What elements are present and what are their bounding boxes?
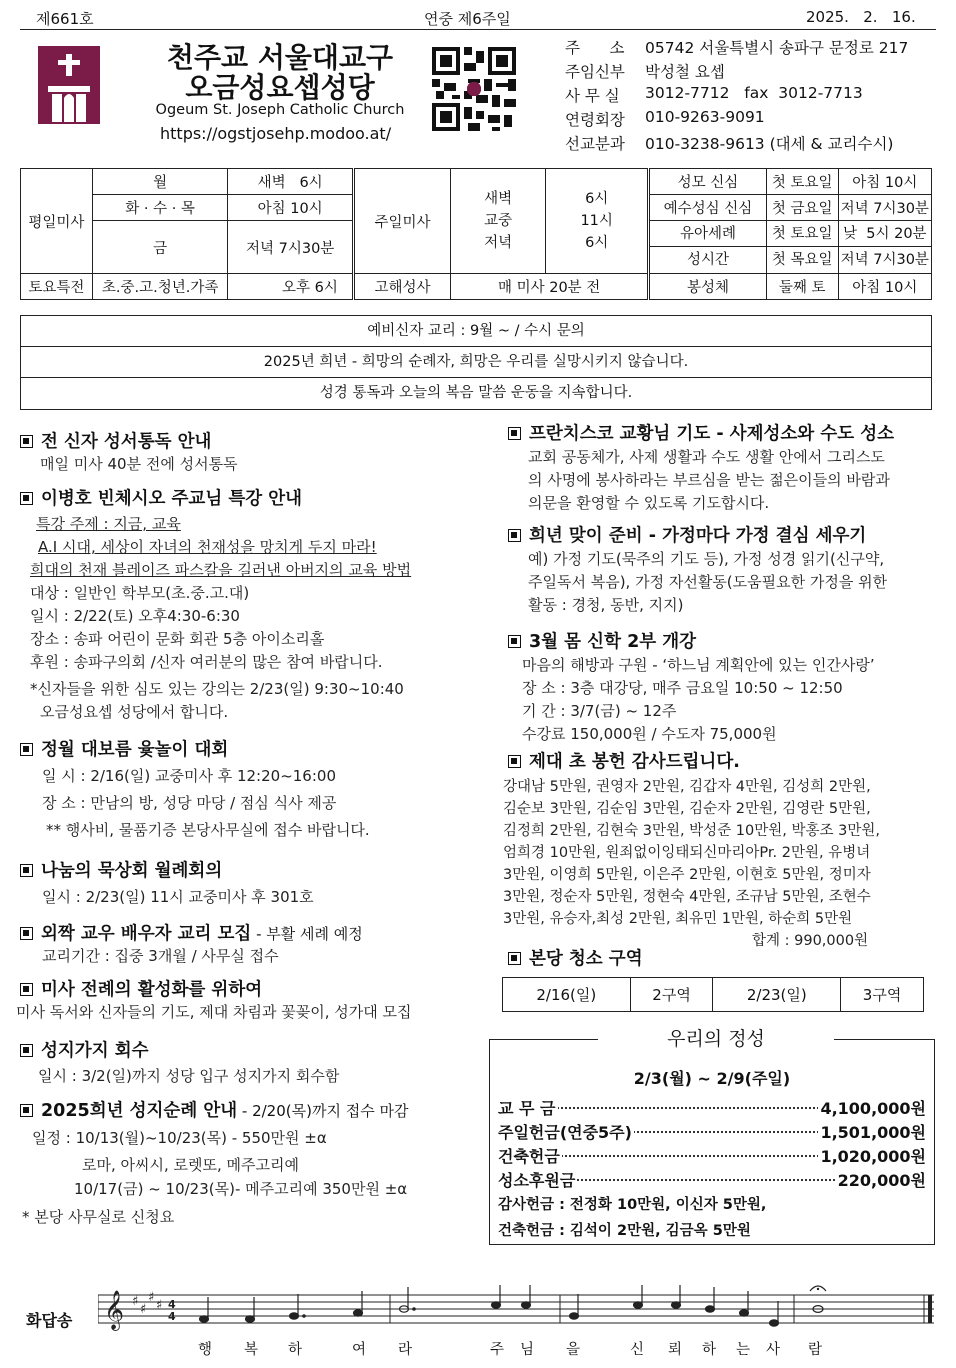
section-text: 미사 독서와 신자들의 기도, 제대 차림과 꽃꽂이, 성가대 모집 bbox=[16, 1003, 412, 1021]
special-time: 아침 10시 bbox=[838, 169, 931, 195]
special-name: 예수성심 신심 bbox=[649, 195, 767, 221]
section-text: 특강 주제 : 지금, 교육 bbox=[36, 515, 181, 533]
donor-line: 3만원, 이영희 5만원, 이은주 2만원, 이현호 5만원, 정미자 bbox=[503, 867, 871, 883]
section-text: 마음의 해방과 구원 - ‘하느님 계획안에 있는 인간사랑’ bbox=[522, 656, 875, 674]
special-group-day: 첫 토요일 첫 목요일 bbox=[766, 221, 838, 274]
top-line bbox=[0, 0, 956, 34]
offering-week: 2/3(월) ~ 2/9(주일) bbox=[633, 1069, 791, 1088]
section-heading: 외짝 교우 배우자 교리 모집 - 부활 세례 예정 bbox=[20, 920, 363, 945]
donor-total: 합계 : 990,000원 bbox=[752, 933, 869, 949]
section-heading: 2025희년 성지순례 안내 - 2/20(목)까지 접수 마감 bbox=[20, 1097, 408, 1122]
checkbox-square-icon bbox=[508, 529, 521, 542]
section-heading: 3월 몸 신학 2부 개강 bbox=[508, 628, 696, 653]
checkbox-square-icon bbox=[508, 755, 521, 768]
donor-line: 3만원, 유승자,최성 2만원, 최유민 1만원, 하순희 5만원 bbox=[503, 911, 853, 927]
fri-label: 금 bbox=[92, 221, 228, 274]
church-title-line2: 오금성요셉성당 bbox=[185, 71, 375, 104]
section-heading: 전 신자 성서통독 안내 bbox=[20, 428, 211, 453]
sunday-mass-times: 6시 11시 6시 bbox=[546, 169, 649, 274]
mon-time: 새벽 6시 bbox=[228, 169, 353, 195]
mass-schedule-table bbox=[20, 168, 932, 300]
donor-line: 강대남 5만원, 권영자 2만원, 김갑자 4만원, 김성희 2만원, bbox=[503, 779, 871, 795]
section-text: 예) 가정 기도(묵주의 기도 등), 가정 성경 읽기(신구약, bbox=[528, 550, 885, 568]
cleaning-date: 2/23(일) bbox=[713, 978, 841, 1012]
section-text: 기 간 : 3/7(금) ~ 12주 bbox=[522, 702, 677, 720]
lyric-syllable: 하 bbox=[702, 1342, 717, 1358]
section-heading: 이병호 빈체시오 주교님 특강 안내 bbox=[20, 485, 302, 510]
section-text: 의문을 환영할 수 있도록 기도합시다. bbox=[528, 494, 770, 512]
checkbox-square-icon bbox=[508, 427, 521, 440]
lyric-syllable: 복 bbox=[244, 1342, 259, 1358]
special-group: 유아세례 성시간 bbox=[649, 221, 767, 274]
checkbox-square-icon bbox=[20, 927, 33, 940]
anointing-time: 아침 10시 bbox=[838, 274, 931, 300]
confession-time: 매 미사 20분 전 bbox=[451, 274, 649, 300]
lyric-syllable: 여 bbox=[352, 1342, 367, 1358]
section-text: 대상 : 일반인 학부모(초.중.고.대) bbox=[30, 584, 250, 602]
section-heading: 정월 대보름 윷놀이 대회 bbox=[20, 736, 228, 761]
tue-thu-label: 화 · 수 · 목 bbox=[92, 195, 228, 221]
lyric-syllable: 는 bbox=[736, 1342, 751, 1358]
notice-line: 2025년 희년 - 희망의 순례자, 희망은 우리를 실망시키지 않습니다. bbox=[21, 347, 931, 378]
section-heading: 나눔의 묵상회 월례회의 bbox=[20, 857, 222, 882]
checkbox-square-icon bbox=[508, 952, 521, 965]
lyric-syllable: 뢰 bbox=[668, 1342, 683, 1358]
offering-title: 우리의 정성 bbox=[598, 1024, 834, 1051]
donor-line: 3만원, 정순자 5만원, 정현숙 4만원, 조규남 5만원, 조현수 bbox=[503, 889, 871, 905]
checkbox-square-icon bbox=[20, 864, 33, 877]
church-logo-icon bbox=[38, 46, 100, 128]
mon-label: 월 bbox=[92, 169, 228, 195]
section-text: 희대의 천재 블레이즈 파스칼을 길러낸 아버지의 교육 방법 bbox=[30, 561, 412, 579]
section-heading: 희년 맞이 준비 - 가정마다 가정 결심 세우기 bbox=[508, 522, 866, 547]
section-text: 주일독서 복음), 가정 자선활동(도움필요한 가정을 위한 bbox=[528, 573, 888, 591]
notice-line: 성경 통독과 오늘의 복음 말씀 운동을 지속합니다. bbox=[319, 385, 633, 401]
liturgical-week: 연중 제6주일 bbox=[424, 10, 511, 28]
section-heading: 성지가지 회수 bbox=[20, 1037, 149, 1062]
issue-number: 제661호 bbox=[36, 10, 94, 28]
checkbox-square-icon bbox=[20, 492, 33, 505]
lyric-syllable: 사 bbox=[766, 1342, 781, 1358]
church-url-link[interactable]: https://ogstjosehp.modoo.at/ bbox=[160, 124, 392, 143]
special-day: 첫 토요일 bbox=[766, 169, 838, 195]
section-text: 일 시 : 2/16(일) 교중미사 후 12:20~16:00 bbox=[42, 767, 336, 785]
checkbox-square-icon bbox=[508, 635, 521, 648]
saturday-group: 초.중.고.청년.가족 bbox=[92, 274, 228, 300]
lyric-syllable: 신 bbox=[630, 1342, 645, 1358]
weekday-mass-label: 평일미사 bbox=[21, 169, 93, 274]
svg-text:4: 4 bbox=[168, 1310, 176, 1323]
fri-time: 저녁 7시30분 bbox=[228, 221, 353, 274]
divider bbox=[20, 29, 936, 30]
church-title-line1: 천주교 서울대교구 bbox=[166, 41, 394, 74]
lyric-syllable: 하 bbox=[288, 1342, 303, 1358]
svg-text:♯: ♯ bbox=[132, 1294, 139, 1309]
section-text: 일시 : 2/23(일) 11시 교중미사 후 301호 bbox=[42, 888, 314, 906]
donor-line: 김순보 3만원, 김순임 3만원, 김순자 2만원, 김영란 5만원, bbox=[503, 801, 871, 817]
sunday-mass-names: 새벽 교중 저녁 bbox=[451, 169, 546, 274]
special-day: 첫 금요일 bbox=[766, 195, 838, 221]
notice-line: 예비신자 교리 : 9월 ~ / 수시 문의 bbox=[21, 316, 931, 347]
section-text: 장 소 : 만남의 방, 성당 마당 / 점심 식사 제공 bbox=[42, 794, 337, 812]
section-text: A.I 시대, 세상이 자녀의 천재성을 망치게 두지 마라! bbox=[38, 538, 377, 556]
anointing-label: 봉성체 bbox=[649, 274, 767, 300]
anointing-day: 둘째 토 bbox=[766, 274, 838, 300]
donor-line: 엄희경 10만원, 원죄없이잉태되신마리아Pr. 2만원, 유병녀 bbox=[503, 845, 871, 861]
sunday-mass-label: 주일미사 bbox=[353, 169, 450, 274]
lyric-syllable: 라 bbox=[398, 1342, 413, 1358]
saturday-time: 오후 6시 bbox=[228, 274, 353, 300]
section-heading: 제대 초 봉헌 감사드립니다. bbox=[508, 748, 740, 773]
checkbox-square-icon bbox=[20, 1104, 33, 1117]
section-text: * 본당 사무실로 신청요 bbox=[22, 1208, 175, 1226]
section-text: 일시 : 2/22(토) 오후4:30-6:30 bbox=[30, 607, 240, 625]
section-text: 후원 : 송파구의회 /신자 여러분의 많은 참여 바랍니다. bbox=[30, 653, 383, 671]
svg-text:𝄞: 𝄞 bbox=[104, 1290, 125, 1330]
issue-date: 2025. 2. 16. bbox=[806, 8, 916, 26]
section-text: 로마, 아씨시, 로렛또, 메주고리예 bbox=[82, 1156, 299, 1174]
section-text: 장 소 : 3층 대강당, 매주 금요일 10:50 ~ 12:50 bbox=[522, 679, 843, 697]
svg-text:♯: ♯ bbox=[156, 1298, 163, 1313]
lyric-syllable: 님 bbox=[520, 1342, 535, 1358]
svg-text:♯: ♯ bbox=[148, 1290, 155, 1305]
special-time: 저녁 7시30분 bbox=[838, 195, 931, 221]
confession-label: 고해성사 bbox=[353, 274, 450, 300]
section-text: 의 사명에 봉사하라는 부르심을 받는 젊은이들의 바람과 bbox=[528, 471, 890, 489]
cleaning-table bbox=[502, 977, 924, 1012]
section-text: 오금성요셉 성당에서 합니다. bbox=[40, 703, 229, 721]
church-english-name: Ogeum St. Joseph Catholic Church bbox=[155, 102, 405, 118]
section-heading: 프란치스코 교황님 기도 - 사제성소와 수도 성소 bbox=[508, 420, 894, 445]
lyric-syllable: 행 bbox=[198, 1342, 213, 1358]
building-offering: 건축헌금 : 김석이 2만원, 김금옥 5만원 bbox=[498, 1223, 751, 1239]
qr-code-icon bbox=[432, 46, 516, 132]
section-heading: 본당 청소 구역 bbox=[508, 945, 643, 970]
lyric-syllable: 주 bbox=[490, 1342, 505, 1358]
section-text: 장소 : 송파 어린이 문화 회관 5층 아이소리홀 bbox=[30, 630, 325, 648]
lyric-syllable: 람 bbox=[808, 1342, 823, 1358]
section-text: 10/17(금) ~ 10/23(목)- 메주고리예 350만원 ±α bbox=[74, 1180, 408, 1198]
checkbox-square-icon bbox=[20, 743, 33, 756]
donor-line: 김정희 2만원, 김현숙 3만원, 박성준 10만원, 박홍조 3만원, bbox=[503, 823, 880, 839]
thanks-offering: 감사헌금 : 전정화 10만원, 이신자 5만원, bbox=[498, 1197, 767, 1213]
special-name: 성모 신심 bbox=[649, 169, 767, 195]
checkbox-square-icon bbox=[20, 1044, 33, 1057]
section-text: 일정 : 10/13(월)~10/23(목) - 550만원 ±α bbox=[32, 1129, 327, 1147]
lyric-syllable: 을 bbox=[566, 1342, 581, 1358]
psalm-label: 화답송 bbox=[26, 1311, 73, 1330]
section-text: *신자들을 위한 심도 있는 강의는 2/23(일) 9:30~10:40 bbox=[30, 680, 404, 698]
cleaning-area: 2구역 bbox=[630, 978, 713, 1012]
svg-text:4: 4 bbox=[168, 1298, 176, 1311]
tue-thu-time: 아침 10시 bbox=[228, 195, 353, 221]
section-text: 교회 공동체가, 사제 생활과 수도 생활 안에서 그리스도 bbox=[528, 448, 885, 466]
section-text: 교리기간 : 집중 3개월 / 사무실 접수 bbox=[42, 947, 279, 965]
checkbox-square-icon bbox=[20, 435, 33, 448]
special-group-time: 낮 5시 20분 저녁 7시30분 bbox=[838, 221, 931, 274]
svg-text:♯: ♯ bbox=[140, 1302, 147, 1317]
section-text: 수강료 150,000원 / 수도자 75,000원 bbox=[522, 725, 777, 743]
cleaning-area: 3구역 bbox=[841, 978, 924, 1012]
section-text: 매일 미사 40분 전에 성서통독 bbox=[40, 455, 238, 473]
notice-box bbox=[20, 315, 932, 410]
checkbox-square-icon bbox=[20, 983, 33, 996]
saturday-label: 토요특전 bbox=[21, 274, 93, 300]
section-heading: 미사 전례의 활성화를 위하여 bbox=[20, 976, 262, 1001]
cleaning-date: 2/16(일) bbox=[503, 978, 631, 1012]
section-text: 일시 : 3/2(일)까지 성당 입구 성지가지 회수함 bbox=[38, 1067, 340, 1085]
section-text: 활동 : 경청, 동반, 지지) bbox=[528, 596, 684, 614]
section-text: ** 행사비, 물품기증 본당사무실에 접수 바랍니다. bbox=[46, 821, 370, 839]
